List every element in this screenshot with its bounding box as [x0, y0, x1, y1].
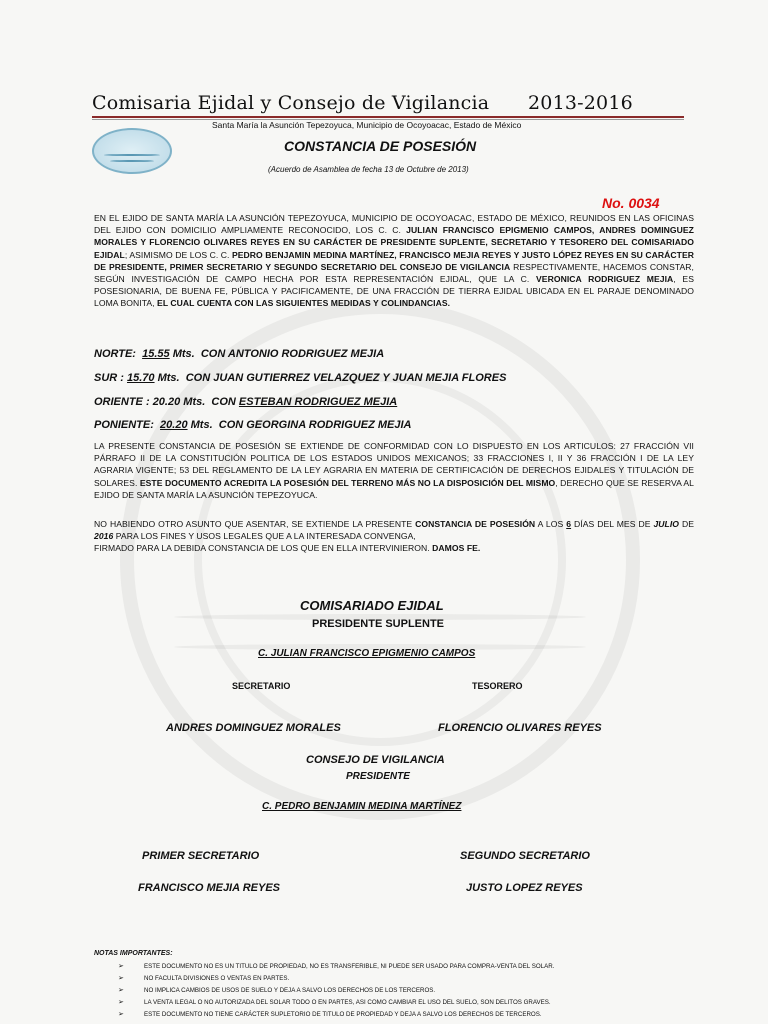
notes-list	[118, 961, 554, 1021]
note-text: NO FACULTA DIVISIONES O VENTAS EN PARTES.	[144, 975, 290, 982]
header-title-text: Comisaria Ejidal y Consejo de Vigilancia	[92, 92, 490, 114]
text-run-bold: CONSTANCIA DE POSESIÓN	[415, 519, 536, 529]
text-run: NO HABIENDO OTRO ASUNTO QUE ASENTAR, SE EXTIENDE LA PRESENTE	[94, 519, 416, 529]
text-run: , ES POSESIONARIA, DE BUENA FE, PÚBLICA Y PACIFICAMENTE, DE UNA FRACCIÓN DE TIERRA EJIDAL UBICADA EN EL PARAJE DENOMINADO LOMA BONITA,	[94, 274, 694, 309]
presidente-suplente-name: C. JULIAN FRANCISCO EPIGMENIO CAMPOS	[258, 648, 476, 659]
text-run: , DERECHO QUE SE RESERVA AL EJIDO DE SANTA MARÍA LA ASUNCIÓN TEPEZOYUCA.	[94, 477, 695, 500]
list-item	[118, 997, 554, 1009]
presidente-name: C. PEDRO BENJAMIN MEDINA MARTÍNEZ	[262, 801, 462, 812]
secretario-name: ANDRES DOMINGUEZ MORALES	[166, 722, 341, 734]
boundary-unit: Mts.	[172, 348, 195, 360]
arrow-bullet-icon: ➢	[118, 999, 124, 1006]
list-item	[118, 973, 554, 985]
text-run-bold: JULIAN FRANCISCO EPIGMENIO	[406, 225, 549, 236]
header-subtitle: Santa María la Asunción Tepezoyuca, Municipio de Ocoyoacac, Estado de México	[212, 120, 522, 130]
list-item	[118, 961, 554, 973]
text-run: EN EL EJIDO DE SANTA MARÍA LA ASUNCIÓN TEPEZOYUCA, MUNICIPIO DE OCOYOACAC, ESTADO DE MÉXICO, REUNIDOS	[94, 213, 616, 223]
text-run-bold: 2016	[94, 531, 114, 542]
boundary-sur	[94, 372, 506, 384]
text-run-bold: DAMOS FE.	[432, 543, 481, 554]
text-run: A LOS	[535, 519, 567, 529]
text-run-bold: PEDRO BENJAMIN MEDINA MARTÍNEZ, FRANCISCO MEJIA REYES Y JUSTO LÓPEZ REYES EN SU CARÁCTER DE PRESIDENTE, PRIMER SECRETARIO Y SEGUNDO SECRETARIO DEL CONSEJO DE VIGILANCIA	[94, 249, 694, 272]
primer-secretario-name: FRANCISCO MEJIA REYES	[138, 882, 281, 894]
arrow-bullet-icon: ➢	[118, 975, 124, 982]
boundary-text: CON GEORGINA RODRIGUEZ MEJIA	[218, 419, 412, 431]
text-run-bold: ESTE DOCUMENTO ACREDITA LA POSESIÓN DEL TERRENO MÁS NO LA DISPOSICIÓN DEL MISMO	[139, 477, 556, 488]
header-title	[92, 92, 692, 114]
note-text: ESTE DOCUMENTO NO TIENE CARÁCTER SUPLETORIO DE TITULO DE PROPIEDAD Y DEJA A SALVO LOS DERECHOS DE TERCEROS.	[144, 1011, 542, 1018]
boundary-norte	[94, 348, 384, 360]
boundary-text: ESTEBAN RODRIGUEZ MEJIA	[238, 396, 398, 408]
presidente-suplente-role: PRESIDENTE SUPLENTE	[312, 618, 445, 630]
boundary-value: 20.20	[152, 396, 181, 408]
boundary-value: 15.70	[127, 372, 155, 384]
primer-secretario-role: PRIMER SECRETARIO	[142, 850, 260, 862]
ejido-seal-logo	[92, 128, 172, 174]
boundary-value: 20.20	[160, 419, 188, 431]
presidente-role: PRESIDENTE	[346, 771, 410, 782]
boundary-value: 15.55	[142, 348, 170, 360]
boundary-text-prefix: CON	[211, 396, 236, 408]
note-text: ESTE DOCUMENTO NO ES UN TITULO DE PROPIEDAD, NO ES TRANSFERIBLE, NI PUEDE SER USADO PARA COMPRA-VENTA DEL SOLAR.	[144, 963, 555, 970]
note-text: NO IMPLICA CAMBIOS DE USOS DE SUELO Y DEJA A SALVO LOS DERECHOS DE LOS TERCEROS.	[144, 987, 436, 994]
seal-wave	[104, 154, 160, 156]
text-run-bold: EL CUAL CUENTA CON LAS SIGUIENTES MEDIDAS Y COLINDANCIAS.	[157, 298, 451, 309]
boundary-label: ORIENTE :	[94, 396, 150, 408]
list-item	[118, 985, 554, 997]
text-run: FIRMADO PARA LA DEBIDA CONSTANCIA DE LOS QUE EN ELLA INTERVINIERON.	[94, 543, 433, 554]
boundary-text: CON ANTONIO RODRIGUEZ MEJIA	[200, 348, 385, 360]
text-run: DE	[679, 519, 694, 529]
boundary-unit: Mts.	[157, 372, 180, 384]
intro-paragraph	[94, 212, 694, 310]
document-number: No. 0034	[602, 195, 660, 211]
boundary-label: PONIENTE:	[94, 419, 154, 431]
seal-wave	[110, 160, 154, 162]
arrow-bullet-icon: ➢	[118, 987, 124, 994]
text-run-bold: CAMPOS, ANDRES DOMINGUEZ MORALES Y FLORENCIO OLIVARES REYES EN SU CARÁCTER DE PRESIDENTE SUPLENTE, SECRETARIO Y TESORERO DEL COMISARIADO EJIDAL	[94, 225, 694, 260]
arrow-bullet-icon: ➢	[118, 1011, 124, 1018]
boundary-text: CON JUAN GUTIERREZ VELAZQUEZ Y JUAN MEJIA FLORES	[185, 372, 507, 384]
document-title: CONSTANCIA DE POSESIÓN	[284, 138, 477, 154]
text-run-bold: VERONICA RODRIGUEZ MEJIA	[536, 274, 674, 285]
text-run: ; ASIMISMO DE LOS C. C.	[124, 249, 232, 260]
boundary-unit: Mts.	[190, 419, 213, 431]
header-years: 2013-2016	[528, 92, 633, 114]
note-text: LA VENTA ILEGAL O NO AUTORIZADA DEL SOLAR TODO O EN PARTES, ASI COMO CAMBIAR EL USO DEL SUELO, SON DELITOS GRAVES.	[144, 999, 551, 1006]
segundo-secretario-name: JUSTO LOPEZ REYES	[466, 882, 583, 894]
text-run: DÍAS DEL MES DE	[571, 519, 654, 529]
segundo-secretario-role: SEGUNDO SECRETARIO	[460, 850, 590, 862]
document-agreement: (Acuerdo de Asamblea de fecha 13 de Octubre de 2013)	[268, 165, 469, 174]
text-run: EN LAS OFICINAS DEL EJIDO CON DOMICILIO AMPLIAMENTE RECONOCIDO, LOS C. C.	[94, 213, 694, 236]
text-run-bold: 6	[566, 519, 572, 529]
consejo-heading: CONSEJO DE VIGILANCIA	[306, 754, 445, 766]
text-run: RESPECTIVAMENTE, HACEMOS CONSTAR, SEGÚN INVESTIGACIÓN DE CAMPO HECHA POR ESTA REPRESENTACIÓN EJIDAL, QUE LA C.	[94, 261, 694, 285]
boundary-oriente	[94, 396, 397, 408]
arrow-bullet-icon: ➢	[118, 963, 124, 970]
list-item	[118, 1009, 554, 1021]
tesorero-name: FLORENCIO OLIVARES REYES	[438, 722, 602, 734]
tesorero-role: TESORERO	[472, 681, 523, 691]
text-run: PARA LOS FINES Y USOS LEGALES QUE A LA INTERESADA CONVENGA,	[113, 531, 416, 542]
boundary-poniente	[94, 419, 411, 431]
text-run: LA PRESENTE CONSTANCIA DE POSESIÓN SE EXTIENDE DE CONFORMIDAD CON LO DISPUESTO EN LOS ARTICULOS: 27 FRACCIÓN VII PÁRRAFO II DE LA CONSTITUCIÓN POLITICA DE LOS ESTADOS UNIDOS MEXICANOS; 33 FRACCIONES I, II Y 36 FRACCIÓN I DE LA LEY AGRARIA VIGENTE; 53 DEL REGLAMENTO DE LA LEY AGRARIA EN MATERIA DE CERTIFICACIÓN DE DERECHOS EJIDALES Y TITULACIÓN DE SOLARES.	[94, 441, 694, 488]
secretario-role: SECRETARIO	[232, 681, 291, 691]
text-run-bold: JULIO	[653, 519, 679, 529]
comisariado-heading: COMISARIADO EJIDAL	[300, 598, 444, 613]
notes-title: NOTAS IMPORTANTES:	[94, 950, 173, 957]
boundary-label: SUR :	[94, 372, 124, 384]
boundary-unit: Mts.	[183, 396, 206, 408]
legal-basis-paragraph	[94, 440, 694, 501]
closing-paragraph	[94, 518, 694, 555]
header-rule	[92, 116, 684, 118]
boundary-label: NORTE:	[94, 348, 136, 360]
